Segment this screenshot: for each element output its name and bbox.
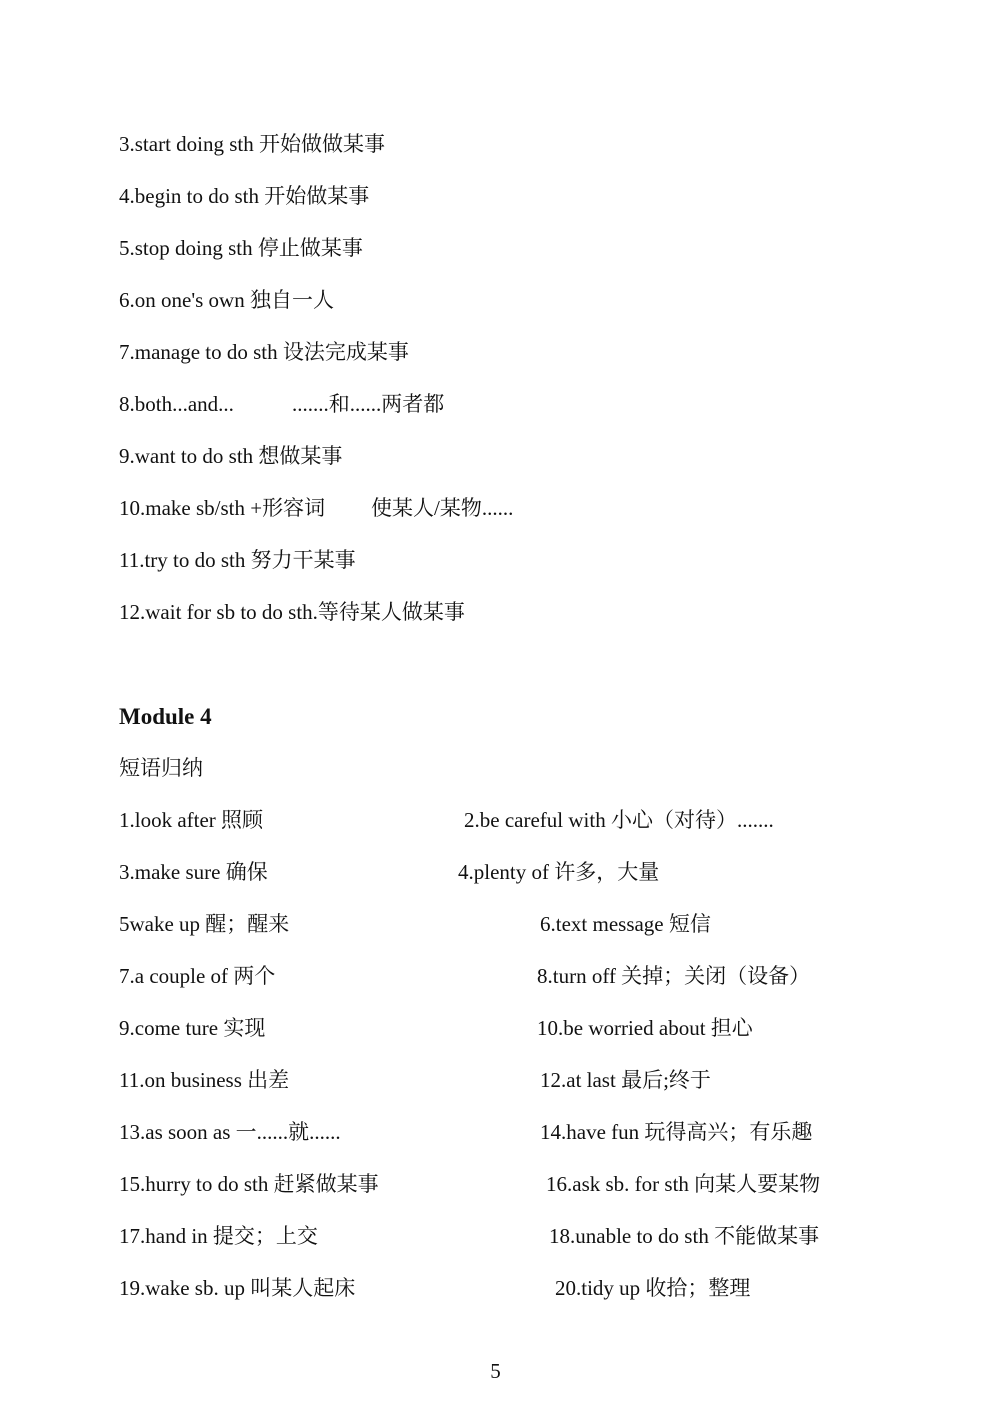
module-title: Module 4 xyxy=(119,704,212,729)
module-phrase-13: 13.as soon as 一......就...... xyxy=(119,1120,341,1144)
phrase-8-chinese: .......和......两者都 xyxy=(292,392,445,416)
phrase-12: 12.wait for sb to do sth.等待某人做某事 xyxy=(119,600,465,624)
module-phrase-5: 5wake up 醒；醒来 xyxy=(119,912,290,936)
module-phrase-17: 17.hand in 提交；上交 xyxy=(119,1224,318,1248)
module-phrase-15: 15.hurry to do sth 赶紧做某事 xyxy=(119,1172,379,1196)
module-phrase-4: 4.plenty of 许多，大量 xyxy=(458,860,660,884)
module-phrase-7: 7.a couple of 两个 xyxy=(119,964,276,988)
phrase-8-english: 8.both...and... xyxy=(119,392,234,416)
module-phrase-20: 20.tidy up 收拾；整理 xyxy=(555,1276,751,1300)
module-phrase-12: 12.at last 最后;终于 xyxy=(540,1068,711,1092)
module-phrase-11: 11.on business 出差 xyxy=(119,1068,290,1092)
module-phrase-18: 18.unable to do sth 不能做某事 xyxy=(549,1224,820,1248)
module-phrase-6: 6.text message 短信 xyxy=(540,912,711,936)
page-number: 5 xyxy=(490,1359,501,1383)
phrase-10-english: 10.make sb/sth +形容词 xyxy=(119,496,326,520)
phrase-6: 6.on one's own 独自一人 xyxy=(119,288,334,312)
module-phrase-9: 9.come ture 实现 xyxy=(119,1016,266,1040)
module-phrase-3: 3.make sure 确保 xyxy=(119,860,268,884)
phrase-4: 4.begin to do sth 开始做某事 xyxy=(119,184,370,208)
module-phrase-19: 19.wake sb. up 叫某人起床 xyxy=(119,1276,356,1300)
module-phrase-14: 14.have fun 玩得高兴；有乐趣 xyxy=(540,1120,813,1144)
phrase-11: 11.try to do sth 努力干某事 xyxy=(119,548,356,572)
phrase-3: 3.start doing sth 开始做做某事 xyxy=(119,132,385,156)
phrase-5: 5.stop doing sth 停止做某事 xyxy=(119,236,363,260)
module-phrase-2: 2.be careful with 小心（对待）....... xyxy=(464,808,774,832)
module-phrase-10: 10.be worried about 担心 xyxy=(537,1016,753,1040)
module-phrase-16: 16.ask sb. for sth 向某人要某物 xyxy=(546,1172,821,1196)
module-subtitle: 短语归纳 xyxy=(119,756,203,780)
phrase-7: 7.manage to do sth 设法完成某事 xyxy=(119,340,409,364)
module-phrase-1: 1.look after 照顾 xyxy=(119,808,264,832)
module-phrase-8: 8.turn off 关掉；关闭（设备） xyxy=(537,964,811,988)
phrase-9: 9.want to do sth 想做某事 xyxy=(119,444,343,468)
phrase-10-chinese: 使某人/某物...... xyxy=(371,496,514,520)
